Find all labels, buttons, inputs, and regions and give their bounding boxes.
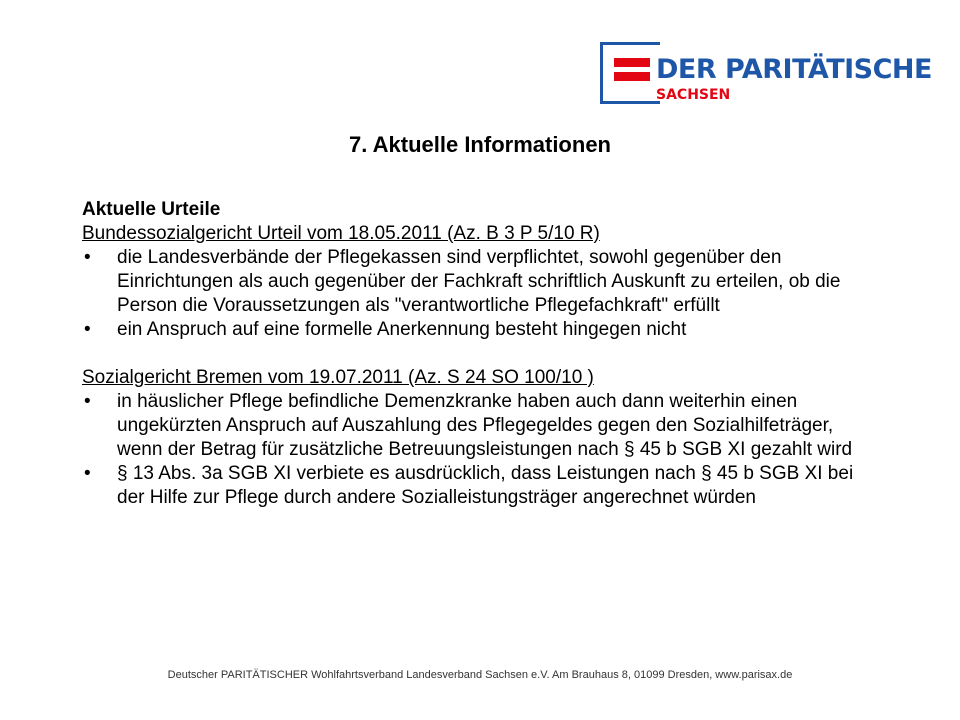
bullet-text: § 13 Abs. 3a SGB XI verbiete es ausdrücklich, dass Leistungen nach § 45 b SGB XI bei der Hilfe zur Pflege durch andere Sozialleistungsträger angerechnet würden — [117, 463, 854, 508]
list-item — [82, 246, 882, 318]
bullet-text: die Landesverbände der Pflegekassen sind verpflichtet, sowohl gegenüber den Einrichtungen als auch gegenüber der Fachkraft schriftlich Auskunft zu erteilen, ob die Person die Voraussetzungen als "verantwortliche Pflegefachkraft" erfüllt — [117, 247, 841, 316]
logo-region: SACHSEN — [656, 87, 731, 103]
bullet-icon: • — [84, 247, 91, 268]
logo-bar-icon — [614, 58, 650, 67]
section-heading: Aktuelle Urteile — [82, 199, 221, 220]
bullet-list — [82, 246, 882, 342]
case-block — [82, 366, 882, 510]
bullet-icon: • — [84, 391, 91, 412]
bullet-text: in häuslicher Pflege befindliche Demenzkranke haben auch dann weiterhin einen ungekürzten Anspruch auf Auszahlung des Pflegegeldes gegen den Sozialhilfeträger, wenn der Betrag für zusätzliche Betreuungsleistungen nach § 45 b SGB XI gezahlt wird — [117, 391, 853, 460]
case-title: Sozialgericht Bremen vom 19.07.2011 (Az. S 24 SO 100/10 ) — [82, 367, 594, 388]
list-item — [82, 318, 882, 342]
bullet-text: ein Anspruch auf eine formelle Anerkennung besteht hingegen nicht — [117, 319, 687, 340]
list-item — [82, 462, 882, 510]
list-item — [82, 390, 882, 462]
logo-name: DER PARITÄTISCHE — [656, 54, 932, 85]
spacer — [82, 342, 882, 366]
logo-bar-icon — [614, 72, 650, 81]
bullet-icon: • — [84, 463, 91, 484]
slide-content — [82, 198, 882, 510]
paritaetische-logo — [600, 40, 932, 112]
bullet-icon: • — [84, 319, 91, 340]
footer: Deutscher PARITÄTISCHER Wohlfahrtsverband Landesverband Sachsen e.V. Am Brauhaus 8, 01099 Dresden, www.parisax.de — [167, 669, 793, 681]
case-block — [82, 222, 882, 342]
bullet-list — [82, 390, 882, 510]
slide-title: 7. Aktuelle Informationen — [348, 132, 611, 157]
case-title: Bundessozialgericht Urteil vom 18.05.2011 (Az. B 3 P 5/10 R) — [82, 223, 600, 244]
